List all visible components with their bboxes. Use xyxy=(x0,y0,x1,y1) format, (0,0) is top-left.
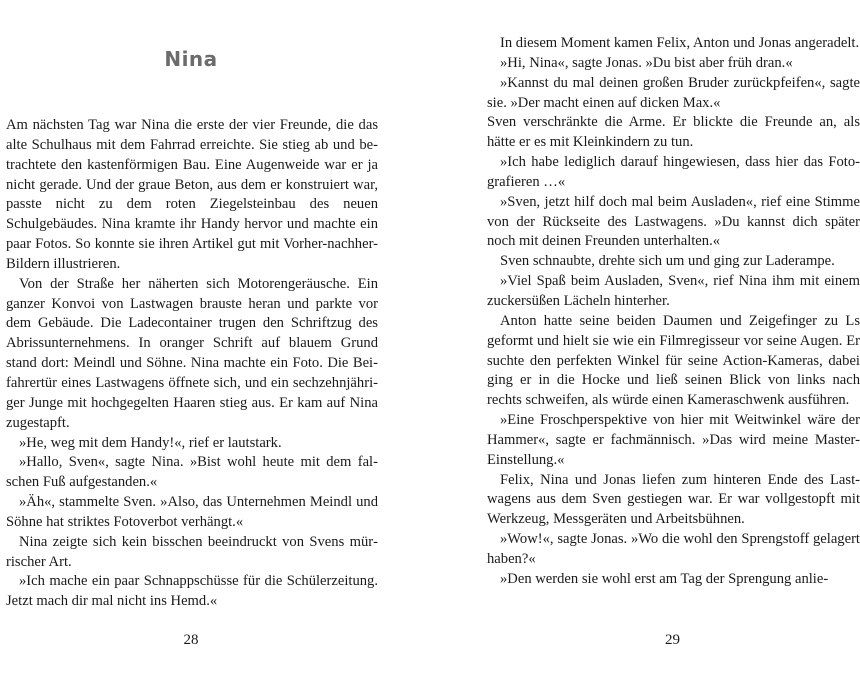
paragraph: »Viel Spaß beim Ausladen, Sven«, rief Nina ihm mit einem zuckersüßen Lächeln hinterher. xyxy=(487,273,860,309)
paragraph: Von der Straße her näherten sich Motorengeräusche. Ein ganzer Konvoi von Lastwagen brauste heran und parkte vor dem Gebäude. Die Ladecontainer trugen den Schriftzug des Abrissunternehmens. In oranger Schrift auf blauem Grund stand dort: Meindl und Söhne. Nina machte ein Foto. Die Beifahrertür eines Lastwagens öffnete sich, und ein sechzehnjähriger Junge mit hochgegelten Haaren stieg aus. Er kam auf Nina zugestapft. xyxy=(6,275,378,431)
paragraph: Anton hatte seine beiden Daumen und Zeigefinger zu Ls geformt und hielt sie wie ein Filmregisseur vor seine Augen. Er suchte den perfekten Winkel für seine Action-Kameras, dabei ging er in die Hocke und ließ seinen Blick von links nach rechts schweifen, als würde einen Kameraschwenk ausführen. xyxy=(487,312,860,409)
page-number: 29 xyxy=(665,632,680,648)
paragraph: »Den werden sie wohl erst am Tag der Sprengung anlie- xyxy=(500,570,829,587)
paragraph: »Ich habe lediglich darauf hingewiesen, dass hier das Fotografieren …« xyxy=(487,154,860,190)
paragraph: »Hi, Nina«, sagte Jonas. »Du bist aber früh dran.« xyxy=(500,54,793,71)
paragraph: Nina zeigte sich kein bisschen beeindruckt von Svens mürrischer Art. xyxy=(6,533,378,570)
paragraph: Sven schnaubte, drehte sich um und ging zur Laderampe. xyxy=(500,253,835,270)
right-page-text xyxy=(487,34,860,590)
paragraph: »Eine Froschperspektive von hier mit Weitwinkel wäre der Hammer«, sagte er fachmännisch. »Das wird meine Master-Einstellung.« xyxy=(487,412,860,468)
paragraph: »He, weg mit dem Handy!«, rief er lautstark. xyxy=(19,434,282,451)
paragraph: »Äh«, stammelte Sven. »Also, das Unternehmen Meindl und Söhne hat striktes Fotoverbot verhängt.« xyxy=(6,494,378,530)
paragraph: In diesem Moment kamen Felix, Anton und Jonas angeradelt. xyxy=(500,35,860,51)
paragraph: »Kannst du mal deinen großen Bruder zurückpfeifen«, sagte sie. »Der macht einen auf dicken Max.« xyxy=(487,74,860,111)
paragraph: »Wow!«, sagte Jonas. »Wo die wohl den Sprengstoff gelagert haben?« xyxy=(487,531,860,567)
paragraph: Felix, Nina und Jonas liefen zum hinteren Ende des Lastwagens aus dem Sven gestiegen war. Er war vollgestopft mit Werkzeug, Messgeräten und Arbeitsbühnen. xyxy=(487,471,860,528)
paragraph: »Ich mache ein paar Schnappschüsse für die Schülerzeitung. Jetzt mach dir mal nicht ins Hemd.« xyxy=(6,573,378,610)
left-page xyxy=(0,0,382,688)
paragraph: Sven verschränkte die Arme. Er blickte die Freunde an, als hätte er es mit Kleinkindern zu tun. xyxy=(487,114,860,151)
paragraph: »Hallo, Sven«, sagte Nina. »Bist wohl heute mit dem falschen Fuß aufgestanden.« xyxy=(6,454,378,491)
page-number: 28 xyxy=(183,632,199,648)
paragraph: Am nächsten Tag war Nina die erste der vier Freunde, die das alte Schulhaus mit dem Fahrrad erreichte. Sie stieg ab und betrachtete den kastenförmigen Bau. Eine Augenweide war er ja nicht gerade. Und der graue Beton, aus dem er konstruiert war, passte nicht zu dem roten Ziegelsteinbau des neuen Schulgebäudes. Nina kramte ihr Handy hervor und machte ein paar Fotos. So konnte sie ihren Artikel gut mit Vorher-nachher-Bildern illustrieren. xyxy=(6,117,378,272)
chapter-title: Nina xyxy=(164,47,218,71)
right-page xyxy=(485,0,860,688)
left-page-text xyxy=(6,116,378,612)
paragraph: »Sven, jetzt hilf doch mal beim Ausladen«, rief eine Stimme von der Rückseite des Lastwagens. »Du kannst dich später noch mit deinen Freunden unterhalten.« xyxy=(487,193,860,250)
